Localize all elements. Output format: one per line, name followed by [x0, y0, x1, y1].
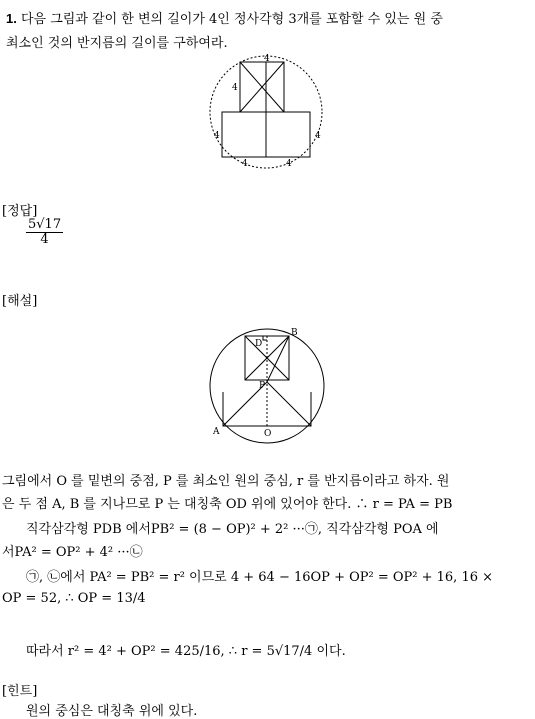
explanation-p3-line2: OP = 52, ∴ OP = 13/4	[2, 591, 146, 606]
bottom-right-square	[266, 112, 310, 157]
answer-value	[26, 218, 63, 246]
figure-squares-svg	[205, 54, 330, 174]
label-left-top: 4	[232, 83, 238, 93]
label-A: A	[213, 427, 220, 437]
label-D: D	[255, 339, 263, 349]
hint-heading: [힌트]	[2, 684, 38, 699]
figure-squares	[205, 54, 330, 178]
answer-denominator: 4	[40, 231, 49, 247]
label-right: 4	[315, 131, 321, 141]
explanation-p2-line2: 서PA² = OP² + 4² ···㉡	[2, 545, 143, 560]
explanation-p4: 따라서 r² = 4² + OP² = 425/16, ∴ r = 5√17/4 이다.	[26, 644, 346, 659]
answer-heading: [정답]	[2, 204, 38, 219]
label-left: 4	[214, 131, 220, 141]
label-B: B	[291, 328, 298, 338]
label-bottom-right: 4	[286, 159, 292, 169]
line-PB	[267, 336, 289, 382]
bottom-left-square	[222, 112, 266, 157]
figure-circle	[205, 322, 330, 448]
explanation-heading: [해설]	[2, 294, 38, 309]
label-O: O	[264, 429, 272, 439]
explanation-p1-line1: 그림에서 O 를 밑변의 중점, P 를 최소인 원의 중심, r 를 반지름이라고 하자. 원	[2, 474, 450, 489]
line-right-P	[267, 382, 311, 426]
label-P: P	[259, 381, 266, 391]
explanation-p2-line1: 직각삼각형 PDB 에서PB² = (8 − OP)² + 2² ···㉠, 직각삼각형 POA 에	[26, 522, 439, 537]
hint-text: 원의 중심은 대칭축 위에 있다.	[26, 704, 198, 719]
question-line-1	[6, 8, 443, 27]
label-bottom-left: 4	[242, 159, 248, 169]
figure-circle-svg	[205, 322, 330, 444]
label-top: 4	[264, 54, 270, 64]
explanation-p1-line2: 은 두 점 A, B 를 지나므로 P 는 대칭축 OD 위에 있어야 한다. ∴ r = PA = PB	[2, 497, 453, 512]
answer-numerator: 5√17	[28, 217, 62, 232]
question-text-1: 다음 그림과 같이 한 변의 길이가 4인 정사각형 3개를 포함할 수 있는 원 중	[20, 12, 443, 27]
question-number: 1.	[6, 11, 17, 26]
right-angle-mark	[263, 336, 267, 340]
question-text-2: 최소인 것의 반지름의 길이를 구하여라.	[6, 36, 228, 51]
explanation-p3-line1: ㉠, ㉡에서 PA² = PB² = r² 이므로 4 + 64 − 16OP + OP² = OP² + 16, 16 ×	[26, 570, 494, 585]
